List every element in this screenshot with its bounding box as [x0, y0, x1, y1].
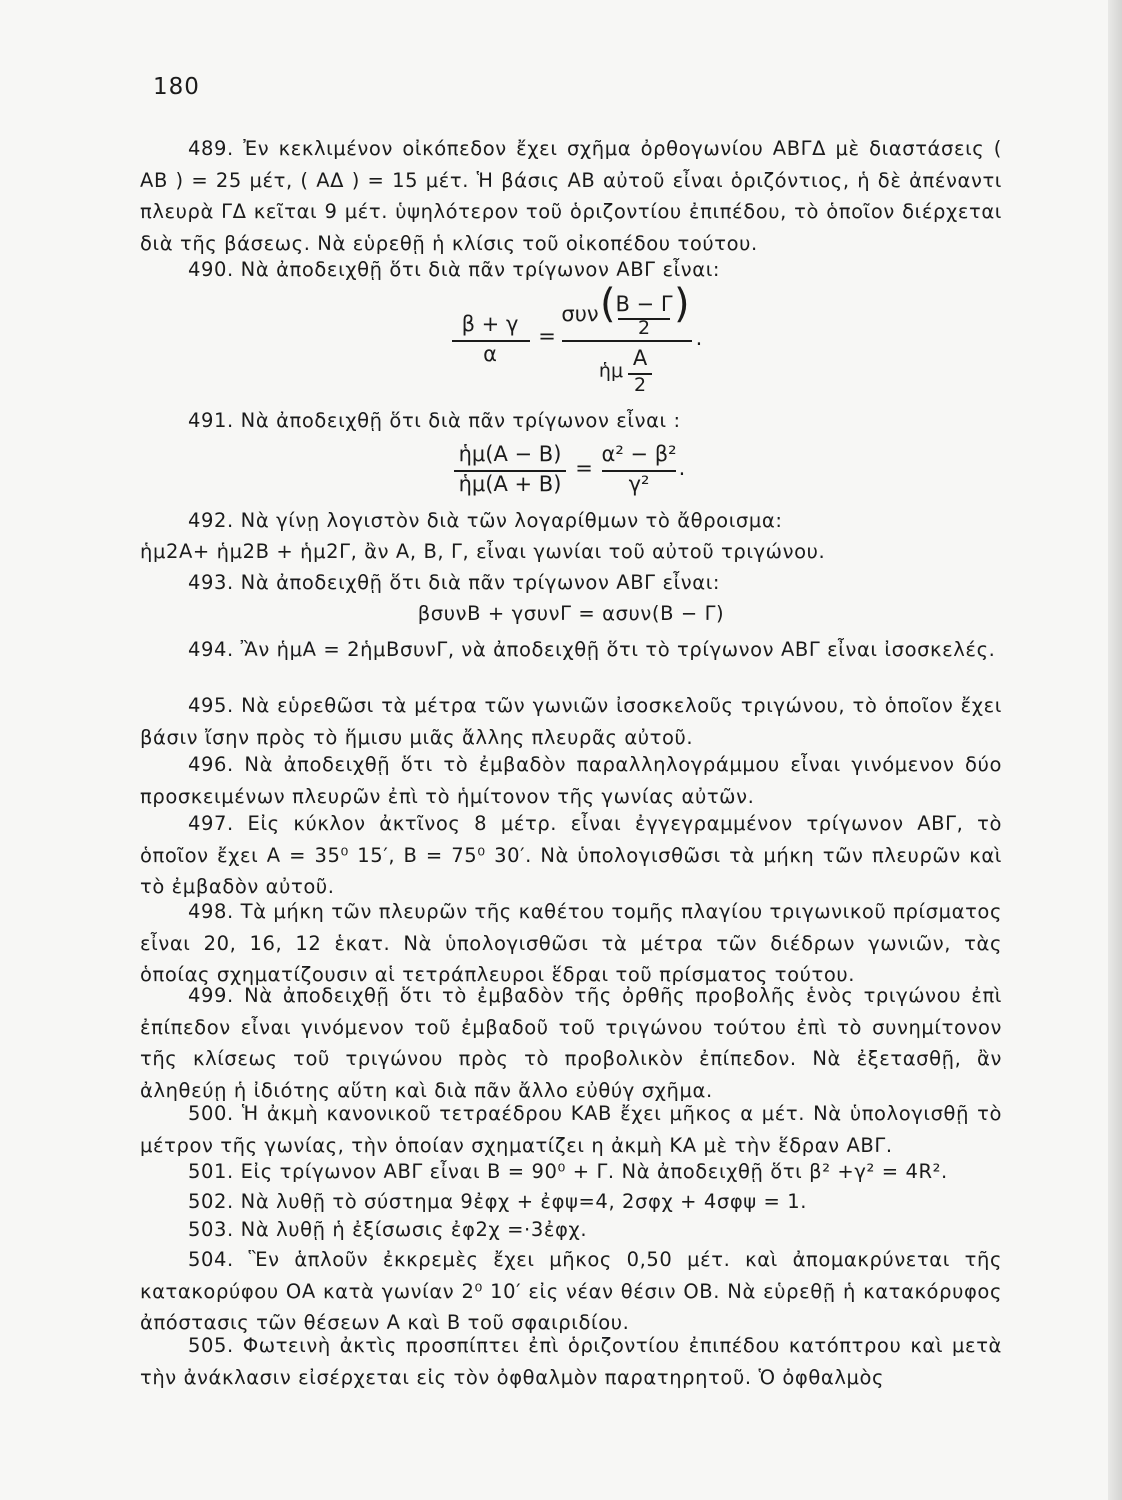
problem-504: [140, 1244, 1002, 1339]
problem-number: 502.: [188, 1190, 234, 1213]
problem-number: 491.: [188, 409, 234, 432]
formula-491: [452, 442, 692, 504]
problem-501: [140, 1156, 1002, 1188]
rhs-denominator: γ²: [628, 472, 650, 496]
sin-arg-denominator: 2: [633, 374, 647, 396]
problem-text: Εἰς κύκλον ἀκτῖνος 8 μέτρ. εἶναι ἐγγεγραμμένον τρίγωνον ΑΒΓ, τὸ ὁποῖον ἔχει Α = 35⁰ 15′, Β = 75⁰ 30′. Νὰ ὑπολογισθῶσι τὰ μήκη τῶν πλευρῶν καὶ τὸ ἐμβαδὸν αὐτοῦ.: [140, 812, 1002, 899]
problem-text: Νὰ ἀποδειχθῇ ὅτι τὸ ἐμβαδὸν παραλληλογράμμου εἶναι γινόμενον δύο προσκειμένων πλευρῶν ἐπὶ τὸ ἡμίτονον τῆς γωνίας αὐτῶν.: [140, 753, 1002, 808]
sin-label: ἡμ: [598, 360, 624, 382]
problem-495: [140, 690, 1002, 753]
problem-text: Νὰ ἀποδειχθῇ ὅτι τὸ ἐμβαδὸν τῆς ὀρθῆς προβολῆς ἑνὸς τριγώνου ἐπὶ ἐπίπεδον εἶναι γινόμενον τοῦ ἐμβαδοῦ τοῦ τριγώνου τούτου ἐπὶ τὸ συνημίτονον τῆς κλίσεως τοῦ τριγώνου πρὸς τὸ προβολικὸν ἐπίπεδον. Νὰ ἐξετασθῇ, ἂν ἀληθεύῃ ἡ ἰδιότης αὕτη καὶ διὰ πᾶν ἄλλο εὐθύγ σχῆμα.: [140, 984, 1002, 1102]
problem-text: Φωτεινὴ ἀκτὶς προσπίπτει ἐπὶ ὁριζοντίου ἐπιπέδου κατόπτρου καὶ μετὰ τὴν ἀνάκλασιν εἰσέρχεται εἰς τὸν ὀφθαλμὸν παρατηρητοῦ. Ὁ ὀφθαλμὸς: [140, 1334, 1002, 1389]
problem-number: 500.: [188, 1102, 234, 1125]
lhs-numerator: ἡμ(Α − Β): [458, 442, 562, 466]
problem-498: [140, 896, 1002, 991]
problem-text: Ἐν κεκλιμένον οἰκόπεδον ἔχει σχῆμα ὀρθογωνίου ΑΒΓΔ μὲ διαστάσεις ( ΑΒ ) = 25 μέτ, ( ΑΔ ) = 15 μέτ. Ἡ βάσις ΑΒ αὐτοῦ εἶναι ὁριζόντιος, ἡ δὲ ἀπέναντι πλευρὰ ΓΔ κεῖται 9 μέτ. ὑψηλότερον τοῦ ὁριζοντίου ἐπιπέδου, τὸ ὁποῖον διέρχεται διὰ τῆς βάσεως. Νὰ εὑρεθῇ ἡ κλίσις τοῦ οἰκοπέδου τούτου.: [140, 137, 1002, 255]
problem-500: [140, 1098, 1002, 1161]
problem-number: 490.: [188, 258, 234, 281]
problem-text: Νὰ ἀποδειχθῇ ὅτι διὰ πᾶν τρίγωνον ΑΒΓ εἶναι:: [240, 571, 721, 594]
problem-489: [140, 133, 1002, 259]
problem-number: 504.: [188, 1248, 234, 1271]
problem-number: 492.: [188, 509, 234, 532]
formula-end-period: .: [678, 456, 686, 480]
problem-number: 495.: [188, 694, 234, 717]
formula-490: [450, 281, 710, 400]
formula-end-period: .: [695, 326, 703, 350]
problem-491: [140, 405, 1002, 437]
lhs-numerator: β + γ: [461, 312, 519, 336]
problem-number: 505.: [188, 1334, 234, 1357]
problem-text: Ἡ ἀκμὴ κανονικοῦ τετραέδρου ΚΑΒ ἔχει μῆκος α μέτ. Νὰ ὑπολογισθῇ τὸ μέτρον τῆς γωνίας, τὴν ὁποίαν σχηματίζει η ἀκμὴ ΚΑ μὲ τὴν ἕδραν ΑΒΓ.: [140, 1102, 1002, 1157]
left-paren: (: [600, 281, 616, 327]
problem-499: [140, 980, 1002, 1106]
problem-text: Νὰ εὑρεθῶσι τὰ μέτρα τῶν γωνιῶν ἰσοσκελοῦς τριγώνου, τὸ ὁποῖον ἔχει βάσιν ἴσην πρὸς τὸ ἥμισυ μιᾶς ἄλλης πλευρᾶς αὐτοῦ.: [140, 694, 1002, 749]
problem-number: 498.: [188, 900, 234, 923]
problem-505: [140, 1330, 1002, 1393]
problem-number: 501.: [188, 1160, 234, 1183]
problem-text: Τὰ μήκη τῶν πλευρῶν τῆς καθέτου τομῆς πλαγίου τριγωνικοῦ πρίσματος εἶναι 20, 16, 12 ἑκατ. Νὰ ὑπολογισθῶσι τὰ μέτρα τῶν διέδρων γωνιῶν, τὰς ὁποίας σχηματίζουσιν αἱ τετράπλευροι ἕδραι τοῦ πρίσματος τούτου.: [140, 900, 1002, 987]
problem-number: 496.: [188, 753, 234, 776]
problem-number: 494.: [188, 638, 234, 661]
right-paren: ): [674, 281, 690, 327]
equals-sign: =: [538, 324, 556, 348]
problem-502: [140, 1186, 1002, 1218]
sin-arg-numerator: Α: [632, 346, 648, 370]
problem-number: 493.: [188, 571, 234, 594]
problem-text: Νὰ ἀποδειχθῇ ὅτι διὰ πᾶν τρίγωνον εἶναι :: [240, 409, 681, 432]
problem-text: Εἰς τρίγωνον ΑΒΓ εἶναι Β = 90⁰ + Γ. Νὰ ἀποδειχθῇ ὅτι β² +γ² = 4R².: [240, 1160, 948, 1183]
lhs-denominator: ἡμ(Α + Β): [458, 472, 562, 496]
page-number: 180: [153, 74, 200, 100]
problem-number: 499.: [188, 984, 234, 1007]
problem-503: [140, 1214, 1002, 1246]
problem-492: [140, 505, 1002, 537]
cos-argument: [600, 281, 690, 339]
rhs-fraction-bar: [562, 340, 692, 342]
equals-sign: =: [575, 456, 593, 480]
cos-arg-denominator: 2: [637, 317, 651, 339]
problem-493-identity: βσυνΒ + γσυνΓ = ασυν(Β − Γ): [417, 602, 725, 625]
problem-490: [140, 254, 1002, 286]
page-edge-shadow: [1108, 0, 1122, 1500]
problem-number: 489.: [188, 137, 234, 160]
lhs-denominator: α: [483, 342, 497, 366]
problem-text: Νὰ ἀποδειχθῇ ὅτι διὰ πᾶν τρίγωνον ΑΒΓ εἶναι:: [240, 258, 721, 281]
cos-arg-numerator: Β − Γ: [615, 292, 673, 316]
problem-494: [140, 634, 1002, 666]
problem-number: 503.: [188, 1218, 234, 1241]
problem-text: Ἓν ἁπλοῦν ἐκκρεμὲς ἔχει μῆκος 0,50 μέτ. καὶ ἀπομακρύνεται τῆς κατακορύφου ΟΑ κατὰ γωνίαν 2⁰ 10′ εἰς νέαν θέσιν ΟΒ. Νὰ εὑρεθῇ ἡ κατακόρυφος ἀπόστασις τῶν θέσεων Α καὶ Β τοῦ σφαιριδίου.: [140, 1248, 1002, 1335]
cos-label: συν: [561, 302, 599, 326]
problem-492-expression: ἡμ2Α+ ἡμ2Β + ἡμ2Γ, ἂν Α, Β, Γ, εἶναι γωνίαι τοῦ αὐτοῦ τριγώνου.: [140, 540, 826, 563]
problem-number: 497.: [188, 812, 234, 835]
problem-493: [140, 567, 1002, 599]
problem-text: Νὰ λυθῇ τὸ σύστημα 9ἐφχ + ἐφψ=4, 2σφχ + 4σφψ = 1.: [240, 1190, 808, 1213]
rhs-numerator: α² − β²: [601, 442, 677, 466]
problem-496: [140, 749, 1002, 812]
problem-497: [140, 808, 1002, 903]
problem-text: Νὰ γίνῃ λογιστὸν διὰ τῶν λογαρίθμων τὸ ἄθροισμα:: [240, 509, 783, 532]
problem-text: Νὰ λυθῇ ἡ ἐξίσωσις ἐφ2χ =·3ἐφχ.: [240, 1218, 588, 1241]
problem-text: Ἂν ἡμΑ = 2ἡμΒσυνΓ, νὰ ἀποδειχθῇ ὅτι τὸ τρίγωνον ΑΒΓ εἶναι ἰσοσκελές.: [240, 638, 996, 661]
